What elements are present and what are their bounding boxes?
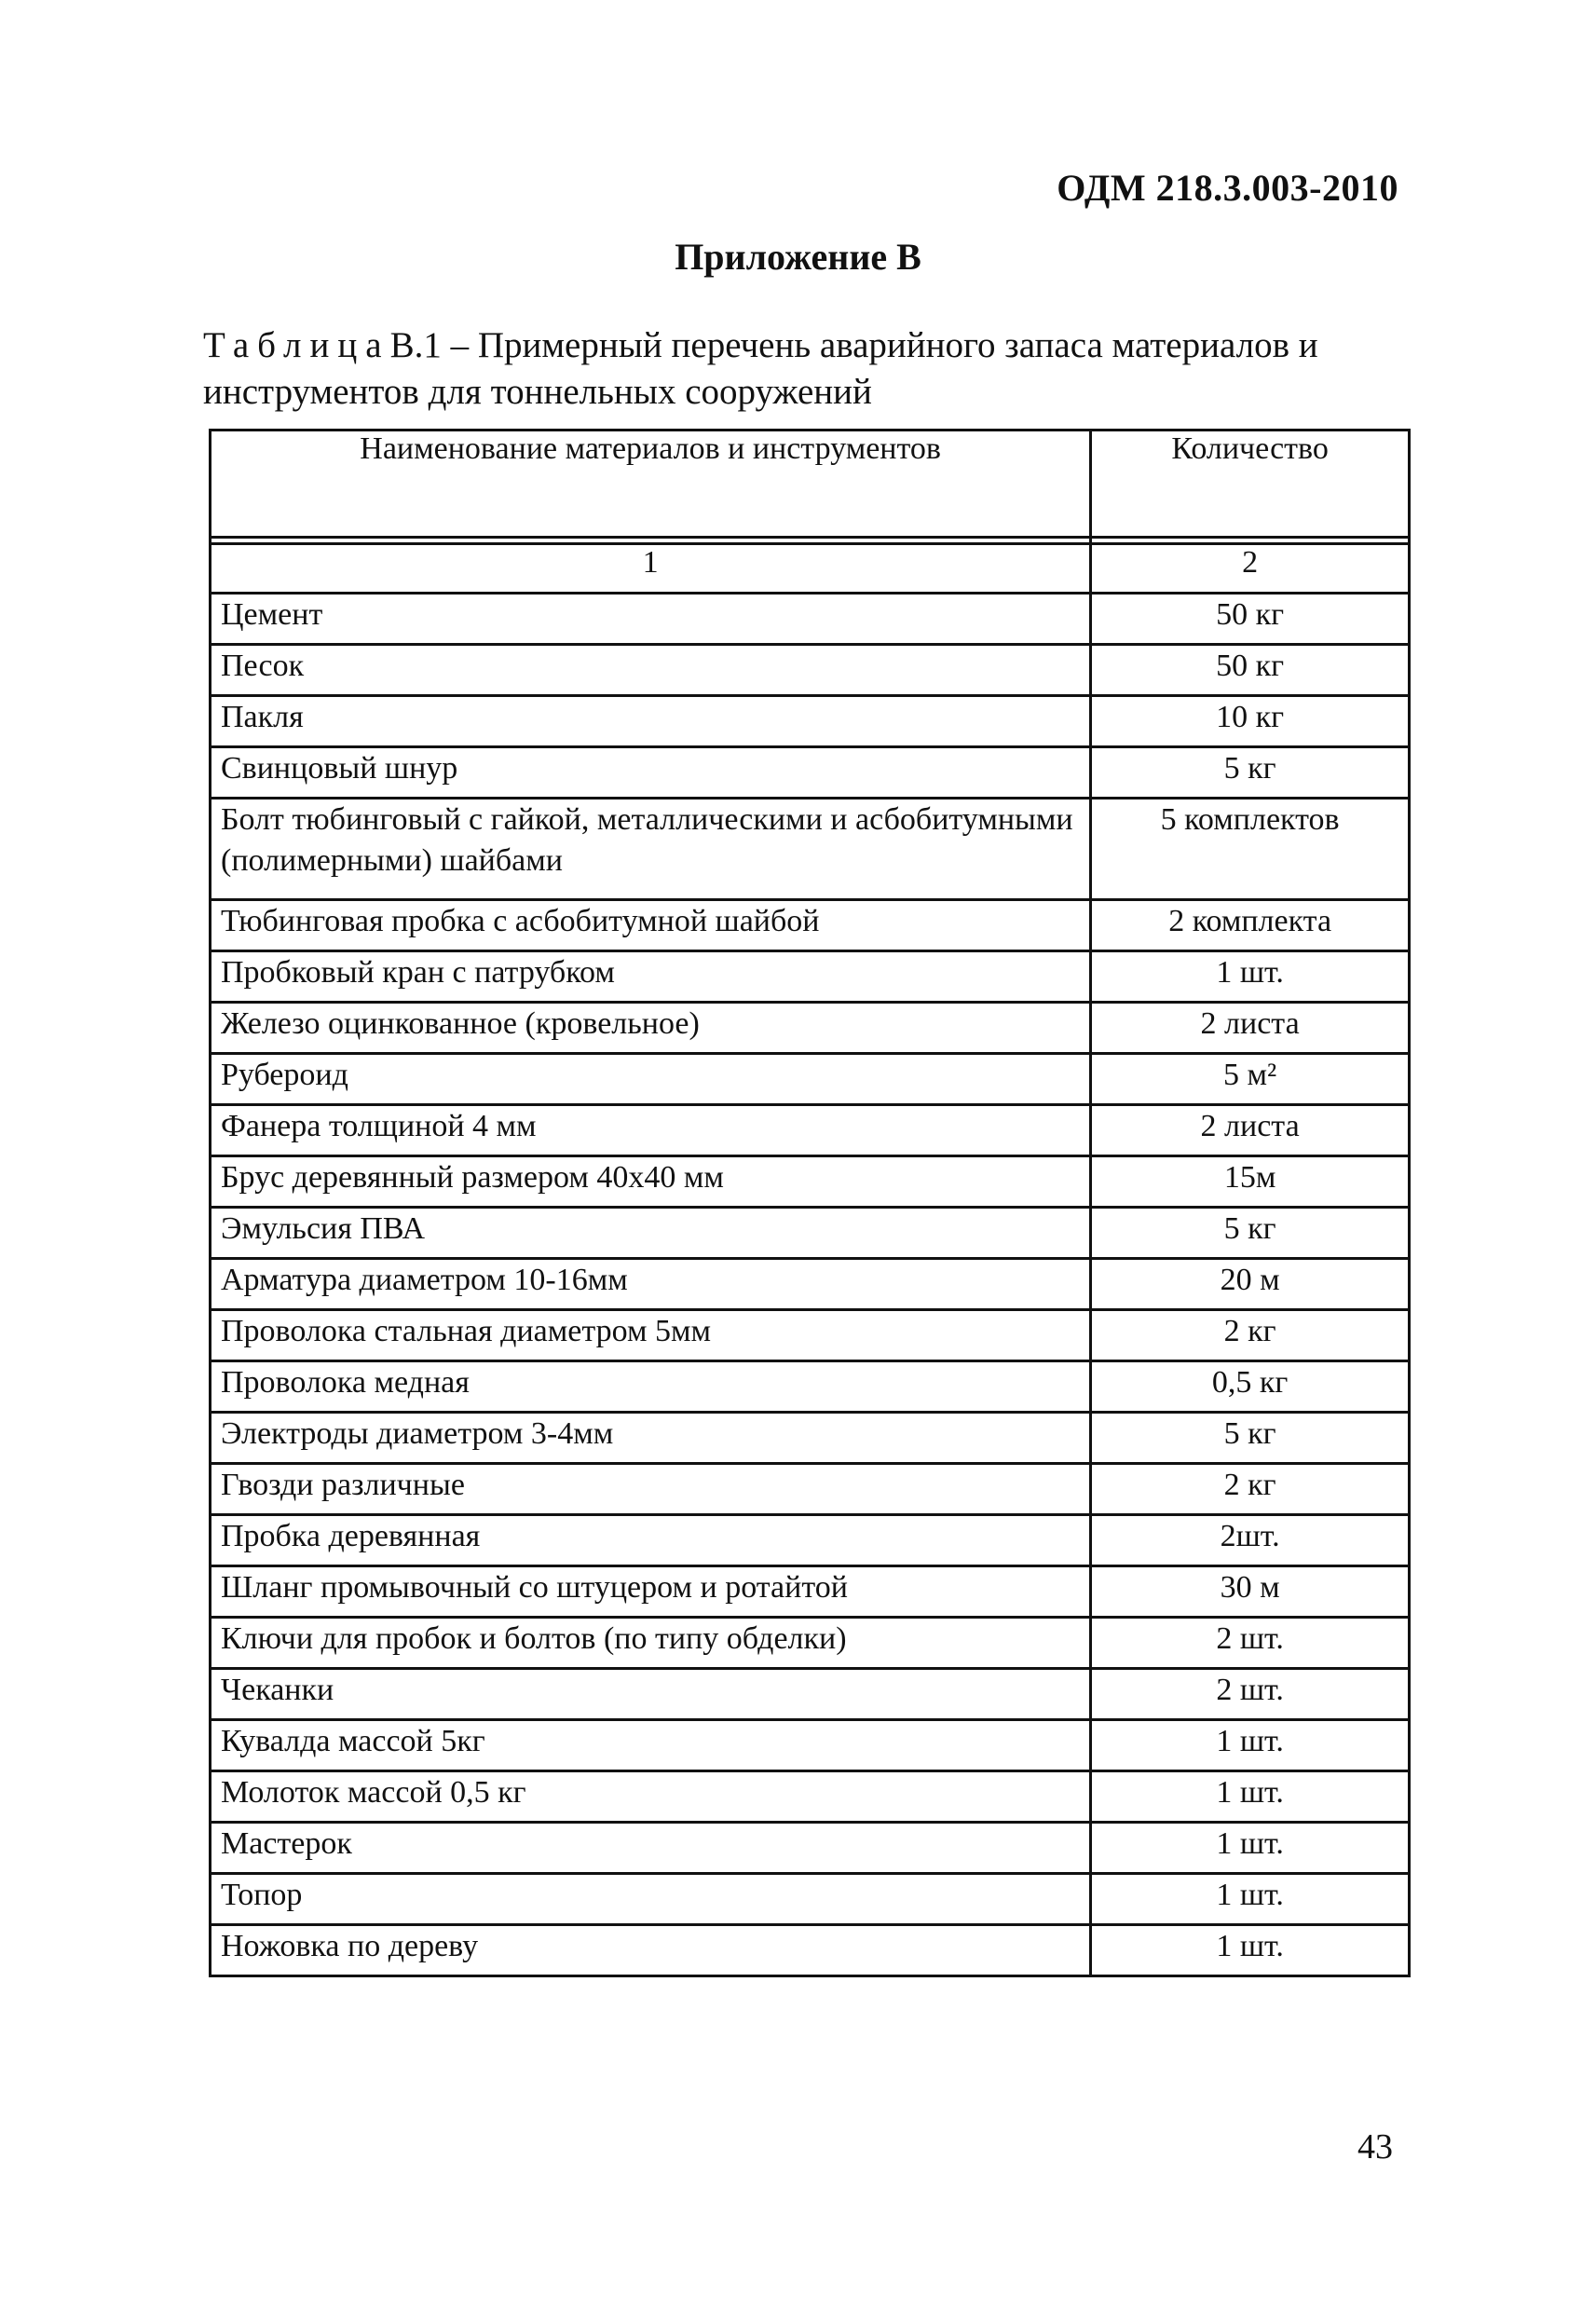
table-row [211, 1310, 1410, 1361]
table-row [211, 1156, 1410, 1208]
quantity-cell: 50 кг [1091, 594, 1410, 645]
document-code: ОДМ 218.3.003-2010 [1057, 167, 1398, 209]
column-numbers-row [211, 544, 1410, 594]
table-row [211, 1105, 1410, 1156]
table-header-spacer [211, 538, 1410, 544]
material-name-cell: Топор [211, 1874, 1091, 1925]
material-name-cell: Фанера толщиной 4 мм [211, 1105, 1091, 1156]
table-row [211, 1054, 1410, 1105]
material-name-cell: Эмульсия ПВА [211, 1208, 1091, 1259]
quantity-cell: 1 шт. [1091, 1823, 1410, 1874]
quantity-cell: 5 кг [1091, 747, 1410, 799]
table-row [211, 1823, 1410, 1874]
material-name-cell: Шланг промывочный со штуцером и ротайтой [211, 1566, 1091, 1618]
material-name-cell: Брус деревянный размером 40х40 мм [211, 1156, 1091, 1208]
material-name-cell: Электроды диаметром 3-4мм [211, 1413, 1091, 1464]
quantity-cell: 2 кг [1091, 1310, 1410, 1361]
quantity-cell: 1 шт. [1091, 1874, 1410, 1925]
quantity-cell: 1 шт. [1091, 1720, 1410, 1771]
quantity-cell: 2 шт. [1091, 1669, 1410, 1720]
table-row [211, 696, 1410, 747]
material-name-cell: Цемент [211, 594, 1091, 645]
table-row [211, 951, 1410, 1003]
column-header-quantity: Количество [1091, 431, 1410, 538]
material-name-cell: Пакля [211, 696, 1091, 747]
table-row [211, 1515, 1410, 1566]
table-row [211, 1925, 1410, 1976]
quantity-cell: 1 шт. [1091, 1925, 1410, 1976]
material-name-cell: Ножовка по дереву [211, 1925, 1091, 1976]
quantity-cell: 15м [1091, 1156, 1410, 1208]
quantity-cell: 10 кг [1091, 696, 1410, 747]
quantity-cell: 2 кг [1091, 1464, 1410, 1515]
table-row [211, 1771, 1410, 1823]
table-caption-text: – Примерный перечень аварийного запаса материалов и инструментов для тоннельных сооружений [203, 325, 1318, 412]
material-name-cell: Рубероид [211, 1054, 1091, 1105]
material-name-cell: Железо оцинкованное (кровельное) [211, 1003, 1091, 1054]
quantity-cell: 5 кг [1091, 1413, 1410, 1464]
material-name-cell: Гвозди различные [211, 1464, 1091, 1515]
quantity-cell: 2шт. [1091, 1515, 1410, 1566]
table-row [211, 1720, 1410, 1771]
quantity-cell: 5 кг [1091, 1208, 1410, 1259]
quantity-cell: 1 шт. [1091, 1771, 1410, 1823]
quantity-cell: 5 м² [1091, 1054, 1410, 1105]
column-number-2: 2 [1091, 544, 1410, 594]
quantity-cell: 50 кг [1091, 645, 1410, 696]
appendix-title: Приложение В [675, 236, 921, 278]
table-row [211, 1464, 1410, 1515]
material-name-cell: Арматура диаметром 10-16мм [211, 1259, 1091, 1310]
table-row [211, 747, 1410, 799]
table-row [211, 1566, 1410, 1618]
material-name-cell: Проволока стальная диаметром 5мм [211, 1310, 1091, 1361]
table-row [211, 1618, 1410, 1669]
material-name-cell: Мастерок [211, 1823, 1091, 1874]
spacer-cell [1091, 538, 1410, 544]
quantity-cell: 30 м [1091, 1566, 1410, 1618]
table-row [211, 1003, 1410, 1054]
quantity-cell: 2 комплекта [1091, 900, 1410, 951]
quantity-cell: 1 шт. [1091, 951, 1410, 1003]
material-name-cell: Молоток массой 0,5 кг [211, 1771, 1091, 1823]
table-row [211, 645, 1410, 696]
quantity-cell: 20 м [1091, 1259, 1410, 1310]
quantity-cell: 5 комплектов [1091, 799, 1410, 900]
table-header-row [211, 431, 1410, 538]
table-row [211, 1259, 1410, 1310]
table-row [211, 1208, 1410, 1259]
table-row [211, 1361, 1410, 1413]
table-row [211, 1413, 1410, 1464]
table-row [211, 1669, 1410, 1720]
quantity-cell: 2 листа [1091, 1003, 1410, 1054]
table-caption [203, 322, 1414, 416]
material-name-cell: Свинцовый шнур [211, 747, 1091, 799]
table-row [211, 900, 1410, 951]
table-caption-label: Таблица [203, 325, 390, 365]
table-row [211, 799, 1410, 900]
material-name-cell: Болт тюбинговый с гайкой, металлическими и асбобитумными (полимерными) шайбами [211, 799, 1091, 900]
material-name-cell: Песок [211, 645, 1091, 696]
material-name-cell: Пробковый кран с патрубком [211, 951, 1091, 1003]
quantity-cell: 2 шт. [1091, 1618, 1410, 1669]
table-row [211, 594, 1410, 645]
materials-table [209, 429, 1411, 1977]
table-row [211, 1874, 1410, 1925]
material-name-cell: Кувалда массой 5кг [211, 1720, 1091, 1771]
table-body [211, 594, 1410, 1976]
quantity-cell: 2 листа [1091, 1105, 1410, 1156]
material-name-cell: Чеканки [211, 1669, 1091, 1720]
page-number: 43 [1357, 2127, 1393, 2166]
material-name-cell: Тюбинговая пробка с асбобитумной шайбой [211, 900, 1091, 951]
spacer-cell [211, 538, 1091, 544]
table-caption-number: В.1 [389, 325, 442, 365]
material-name-cell: Проволока медная [211, 1361, 1091, 1413]
quantity-cell: 0,5 кг [1091, 1361, 1410, 1413]
column-header-name: Наименование материалов и инструментов [211, 431, 1091, 538]
material-name-cell: Пробка деревянная [211, 1515, 1091, 1566]
material-name-cell: Ключи для пробок и болтов (по типу обделки) [211, 1618, 1091, 1669]
column-number-1: 1 [211, 544, 1091, 594]
